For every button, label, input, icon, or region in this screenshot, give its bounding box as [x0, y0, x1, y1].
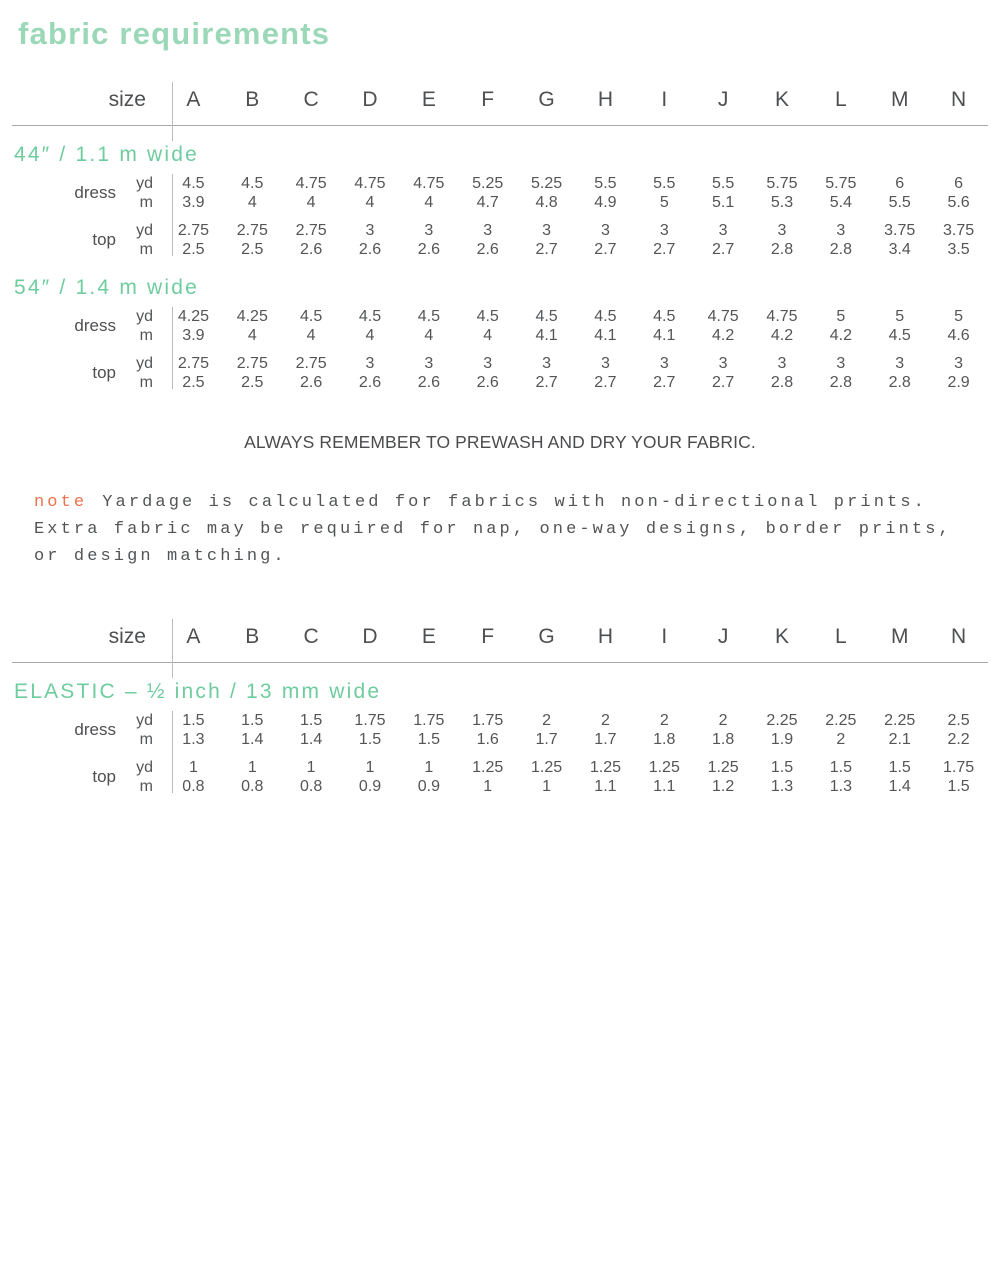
- table-cell: 4.5: [594, 308, 617, 325]
- table-cell: 1.4: [300, 731, 323, 748]
- table-cell: L: [835, 88, 847, 111]
- table-cell: 3: [777, 222, 787, 239]
- table-cell: 2.75: [295, 355, 327, 372]
- table-cell: B: [245, 88, 260, 111]
- table-cell: 2.75: [236, 355, 268, 372]
- size-letters: [164, 625, 988, 649]
- size-header-row: [12, 80, 988, 126]
- row-group-dress: [12, 307, 988, 345]
- table-cell: 4.5: [241, 175, 264, 192]
- table-cell: 4.75: [354, 175, 386, 192]
- table-cell: 3: [424, 222, 434, 239]
- table-cell: 3.75: [884, 222, 916, 239]
- size-letters: [164, 88, 988, 112]
- table-cell: 1.8: [712, 731, 735, 748]
- table-cell: 2.25: [766, 712, 798, 729]
- unit-label-m: m: [139, 731, 153, 748]
- table-cell: 2.6: [476, 241, 499, 258]
- table-cell: 5.5: [653, 175, 676, 192]
- table-cell: 3: [542, 222, 552, 239]
- table-cell: 1.5: [182, 712, 205, 729]
- section-title-54: 54″ / 1.4 m wide: [14, 276, 200, 299]
- table-cell: 5.5: [712, 175, 735, 192]
- table-cell: 0.8: [300, 778, 323, 795]
- table-cell: 2.7: [594, 241, 617, 258]
- row-group-top: [12, 354, 988, 392]
- table-cell: 2.9: [947, 374, 970, 391]
- table-cell: 2: [718, 712, 728, 729]
- unit-label-m: m: [139, 374, 153, 391]
- table-cell: 2.8: [770, 241, 794, 258]
- table-cell: 3: [895, 355, 905, 372]
- table-cell: E: [421, 625, 436, 648]
- table-cell: 4: [365, 327, 375, 344]
- table-cell: 4.2: [712, 327, 735, 344]
- table-cell: 2.25: [884, 712, 916, 729]
- table-cell: 3.4: [888, 241, 911, 258]
- table-cell: 2: [836, 731, 846, 748]
- table-cell: 4.25: [236, 308, 268, 325]
- table-cell: 1.2: [712, 778, 735, 795]
- table-cell: 5.25: [531, 175, 563, 192]
- table-cell: 2.8: [829, 241, 852, 258]
- table-cell: G: [538, 88, 555, 111]
- table-cell: 1.25: [589, 759, 621, 776]
- table-cell: 2.7: [712, 374, 735, 391]
- table-cell: 1.3: [182, 731, 205, 748]
- table-cell: 2: [542, 712, 552, 729]
- table-cell: 6: [895, 175, 905, 192]
- yardage-note: [34, 489, 984, 570]
- table-cell: 2.5: [241, 241, 264, 258]
- group-label-dress: dress: [74, 183, 116, 202]
- table-cell: H: [597, 88, 613, 111]
- table-cell: N: [950, 625, 967, 648]
- size-column-label: size: [108, 88, 146, 111]
- table-cell: 4: [365, 194, 375, 211]
- table-row-values: [164, 174, 988, 193]
- table-row-values: [164, 711, 988, 730]
- table-cell: 2.7: [594, 374, 617, 391]
- table-cell: 3: [836, 222, 846, 239]
- table-cell: E: [421, 88, 436, 111]
- section-54-inch: [12, 276, 988, 392]
- table-cell: 4: [247, 194, 257, 211]
- table-cell: 2.75: [295, 222, 327, 239]
- table-cell: 2.5: [182, 241, 205, 258]
- table-cell: 1: [247, 759, 257, 776]
- table-cell: 1.75: [354, 712, 386, 729]
- table-cell: F: [481, 625, 495, 648]
- table-cell: 5: [895, 308, 905, 325]
- table-cell: 3: [659, 222, 669, 239]
- table-cell: 5.6: [947, 194, 970, 211]
- table-cell: 4.75: [766, 308, 798, 325]
- table-cell: A: [186, 625, 201, 648]
- page-title: fabric requirements: [18, 16, 331, 51]
- table-cell: 2.75: [177, 222, 209, 239]
- table-cell: 3.9: [182, 327, 205, 344]
- table-cell: I: [661, 625, 668, 648]
- table-row-values: [164, 193, 988, 212]
- table-cell: 2.6: [300, 374, 323, 391]
- row-group-dress: [12, 711, 988, 749]
- table-cell: 4.75: [413, 175, 445, 192]
- table-cell: 3: [659, 355, 669, 372]
- section-title-44: 44″ / 1.1 m wide: [14, 143, 200, 166]
- table-cell: 1.25: [472, 759, 504, 776]
- table-cell: 4.5: [476, 308, 499, 325]
- table-cell: 3.75: [943, 222, 975, 239]
- table-cell: 1.25: [707, 759, 739, 776]
- table-cell: 4: [483, 327, 493, 344]
- group-label-dress: dress: [74, 720, 116, 739]
- table-cell: 3: [718, 355, 728, 372]
- unit-label-yd: yd: [136, 175, 153, 192]
- table-cell: 3: [600, 222, 610, 239]
- table-cell: C: [303, 625, 319, 648]
- table-cell: 2.8: [829, 374, 852, 391]
- table-cell: 4.5: [653, 308, 676, 325]
- note-line-3: or design matching.: [34, 547, 287, 566]
- table-row-values: [164, 373, 988, 392]
- table-cell: N: [950, 88, 967, 111]
- table-cell: 0.9: [417, 778, 440, 795]
- table-cell: 1.25: [648, 759, 680, 776]
- table-cell: 5: [836, 308, 846, 325]
- table-cell: 2.5: [241, 374, 264, 391]
- table-cell: 3: [424, 355, 434, 372]
- table-cell: 1.7: [594, 731, 617, 748]
- table-cell: 0.8: [182, 778, 205, 795]
- table-cell: 1.75: [413, 712, 445, 729]
- table-cell: 3: [365, 355, 375, 372]
- table-cell: 3: [600, 355, 610, 372]
- table-cell: 5.75: [825, 175, 857, 192]
- table-cell: 4.75: [707, 308, 739, 325]
- elastic-table: [12, 617, 988, 796]
- section-54-rows: [12, 307, 988, 392]
- table-cell: 1.75: [943, 759, 975, 776]
- table-cell: G: [538, 625, 555, 648]
- table-cell: 5.25: [472, 175, 504, 192]
- table-cell: 1.5: [417, 731, 440, 748]
- table-cell: F: [481, 88, 495, 111]
- table-cell: K: [774, 88, 789, 111]
- table-cell: 0.8: [241, 778, 264, 795]
- table-cell: 5.1: [712, 194, 735, 211]
- table-cell: M: [890, 88, 909, 111]
- table-cell: 4.9: [594, 194, 617, 211]
- unit-label-yd: yd: [136, 308, 153, 325]
- column-divider-line: [172, 307, 173, 389]
- table-cell: J: [717, 625, 729, 648]
- table-cell: J: [717, 88, 729, 111]
- table-cell: 4.2: [829, 327, 852, 344]
- table-cell: 1: [306, 759, 316, 776]
- table-cell: 1.75: [472, 712, 504, 729]
- table-cell: 4.7: [476, 194, 499, 211]
- table-cell: 5.75: [766, 175, 798, 192]
- table-cell: I: [661, 88, 668, 111]
- unit-label-m: m: [139, 194, 153, 211]
- unit-label-yd: yd: [136, 759, 153, 776]
- table-cell: L: [835, 625, 847, 648]
- table-cell: 4.25: [177, 308, 209, 325]
- group-label-top: top: [92, 363, 116, 382]
- table-cell: C: [303, 88, 319, 111]
- table-cell: 5: [954, 308, 964, 325]
- table-cell: 1.1: [594, 778, 617, 795]
- row-group-top: [12, 221, 988, 259]
- table-cell: 2.6: [417, 241, 440, 258]
- table-row-values: [164, 221, 988, 240]
- column-divider-line: [172, 174, 173, 256]
- table-row-values: [164, 307, 988, 326]
- table-cell: 2.8: [770, 374, 794, 391]
- prewash-reminder-text: ALWAYS REMEMBER TO PREWASH AND DRY YOUR FABRIC.: [244, 432, 756, 452]
- table-cell: 1.5: [829, 759, 852, 776]
- table-cell: K: [774, 625, 789, 648]
- table-cell: 0.9: [358, 778, 382, 795]
- table-cell: 2.6: [358, 374, 382, 391]
- column-divider-line: [172, 711, 173, 793]
- table-cell: 3.9: [182, 194, 205, 211]
- table-cell: 2.6: [358, 241, 382, 258]
- section-title-elastic: ELASTIC – ½ inch / 13 mm wide: [14, 680, 382, 703]
- table-cell: 1.5: [300, 712, 323, 729]
- table-cell: 5.3: [770, 194, 794, 211]
- table-cell: 5.5: [594, 175, 617, 192]
- table-cell: 4.1: [594, 327, 617, 344]
- table-cell: 4.2: [770, 327, 794, 344]
- table-cell: 1.1: [653, 778, 676, 795]
- note-label: note: [34, 493, 88, 512]
- table-cell: 2.7: [653, 374, 676, 391]
- table-cell: 4.5: [182, 175, 205, 192]
- table-row-values: [164, 354, 988, 373]
- size-column-label: size: [108, 625, 146, 648]
- table-cell: 3: [542, 355, 552, 372]
- table-cell: H: [597, 625, 613, 648]
- table-cell: 4.1: [535, 327, 558, 344]
- group-label-top: top: [92, 767, 116, 786]
- table-row-values: [164, 240, 988, 259]
- table-cell: A: [186, 88, 201, 111]
- table-cell: 1: [483, 778, 493, 795]
- table-cell: 1.5: [888, 759, 911, 776]
- table-cell: D: [362, 625, 378, 648]
- table-cell: 2.8: [888, 374, 911, 391]
- table-cell: 1.6: [476, 731, 499, 748]
- table-cell: 4.6: [947, 327, 970, 344]
- table-cell: 4.5: [417, 308, 440, 325]
- table-cell: 1.25: [531, 759, 563, 776]
- table-cell: 4: [306, 194, 316, 211]
- table-cell: 1.4: [888, 778, 911, 795]
- unit-label-m: m: [139, 778, 153, 795]
- table-cell: 1.3: [829, 778, 852, 795]
- table-cell: 2.7: [712, 241, 735, 258]
- table-cell: 2: [600, 712, 610, 729]
- table-cell: 3: [954, 355, 964, 372]
- table-cell: 2.6: [300, 241, 323, 258]
- group-label-dress: dress: [74, 316, 116, 335]
- table-cell: M: [890, 625, 909, 648]
- section-44-inch: [12, 143, 988, 259]
- unit-label-m: m: [139, 241, 153, 258]
- table-cell: 4: [247, 327, 257, 344]
- table-cell: 4: [424, 194, 434, 211]
- table-cell: 5.5: [888, 194, 911, 211]
- table-cell: 2.5: [947, 712, 970, 729]
- table-row-values: [164, 730, 988, 749]
- unit-label-yd: yd: [136, 222, 153, 239]
- group-label-top: top: [92, 230, 116, 249]
- table-cell: 4: [306, 327, 316, 344]
- table-cell: 3: [483, 222, 493, 239]
- table-cell: 2.6: [476, 374, 499, 391]
- table-cell: 3: [777, 355, 787, 372]
- section-elastic: [12, 680, 988, 796]
- table-cell: 2: [659, 712, 669, 729]
- table-row-values: [164, 758, 988, 777]
- table-cell: 2.7: [535, 374, 558, 391]
- table-cell: 3: [483, 355, 493, 372]
- table-cell: 1.5: [358, 731, 382, 748]
- table-cell: 1.5: [241, 712, 264, 729]
- table-cell: 4.5: [300, 308, 323, 325]
- fabric-requirements-table: [12, 80, 988, 392]
- table-cell: 2.6: [417, 374, 440, 391]
- table-cell: 4.5: [358, 308, 382, 325]
- table-cell: 5.4: [829, 194, 852, 211]
- table-cell: 3: [718, 222, 728, 239]
- table-cell: 4.75: [295, 175, 327, 192]
- table-cell: 2.7: [653, 241, 676, 258]
- table-cell: 1.8: [653, 731, 676, 748]
- table-cell: 6: [954, 175, 964, 192]
- table-cell: 1.3: [770, 778, 794, 795]
- section-44-rows: [12, 174, 988, 259]
- table-cell: 3: [365, 222, 375, 239]
- note-line-1: Yardage is calculated for fabrics with non-directional prints.: [102, 493, 927, 512]
- table-cell: 1: [188, 759, 198, 776]
- unit-label-m: m: [139, 327, 153, 344]
- row-group-dress: [12, 174, 988, 212]
- table-cell: 3: [836, 355, 846, 372]
- section-elastic-rows: [12, 711, 988, 796]
- table-cell: 2.5: [182, 374, 205, 391]
- table-cell: 1.4: [241, 731, 264, 748]
- table-cell: 2.75: [177, 355, 209, 372]
- table-cell: 2.25: [825, 712, 857, 729]
- table-cell: 1.9: [770, 731, 794, 748]
- table-cell: 2.75: [236, 222, 268, 239]
- table-cell: 4: [424, 327, 434, 344]
- table-cell: 1: [365, 759, 375, 776]
- table-cell: 2.1: [888, 731, 911, 748]
- table-cell: 2.2: [947, 731, 970, 748]
- table-cell: B: [245, 625, 260, 648]
- header-divider-line: [172, 619, 173, 678]
- table-cell: 4.8: [535, 194, 558, 211]
- header-divider-line: [172, 82, 173, 141]
- table-cell: 3.5: [947, 241, 970, 258]
- table-cell: 1.7: [535, 731, 558, 748]
- size-header-row: [12, 617, 988, 663]
- row-group-top: [12, 758, 988, 796]
- table-cell: 2.7: [535, 241, 558, 258]
- unit-label-yd: yd: [136, 355, 153, 372]
- table-row-values: [164, 326, 988, 345]
- table-cell: 4.5: [888, 327, 911, 344]
- table-cell: 4.5: [535, 308, 558, 325]
- table-cell: 1: [542, 778, 552, 795]
- table-row-values: [164, 777, 988, 796]
- table-cell: 1: [424, 759, 434, 776]
- table-cell: 4.1: [653, 327, 676, 344]
- table-cell: D: [362, 88, 378, 111]
- note-line-2: Extra fabric may be required for nap, one-way designs, border prints,: [34, 520, 952, 539]
- table-cell: 1.5: [770, 759, 794, 776]
- unit-label-yd: yd: [136, 712, 153, 729]
- table-cell: 1.5: [947, 778, 970, 795]
- table-cell: 5: [659, 194, 669, 211]
